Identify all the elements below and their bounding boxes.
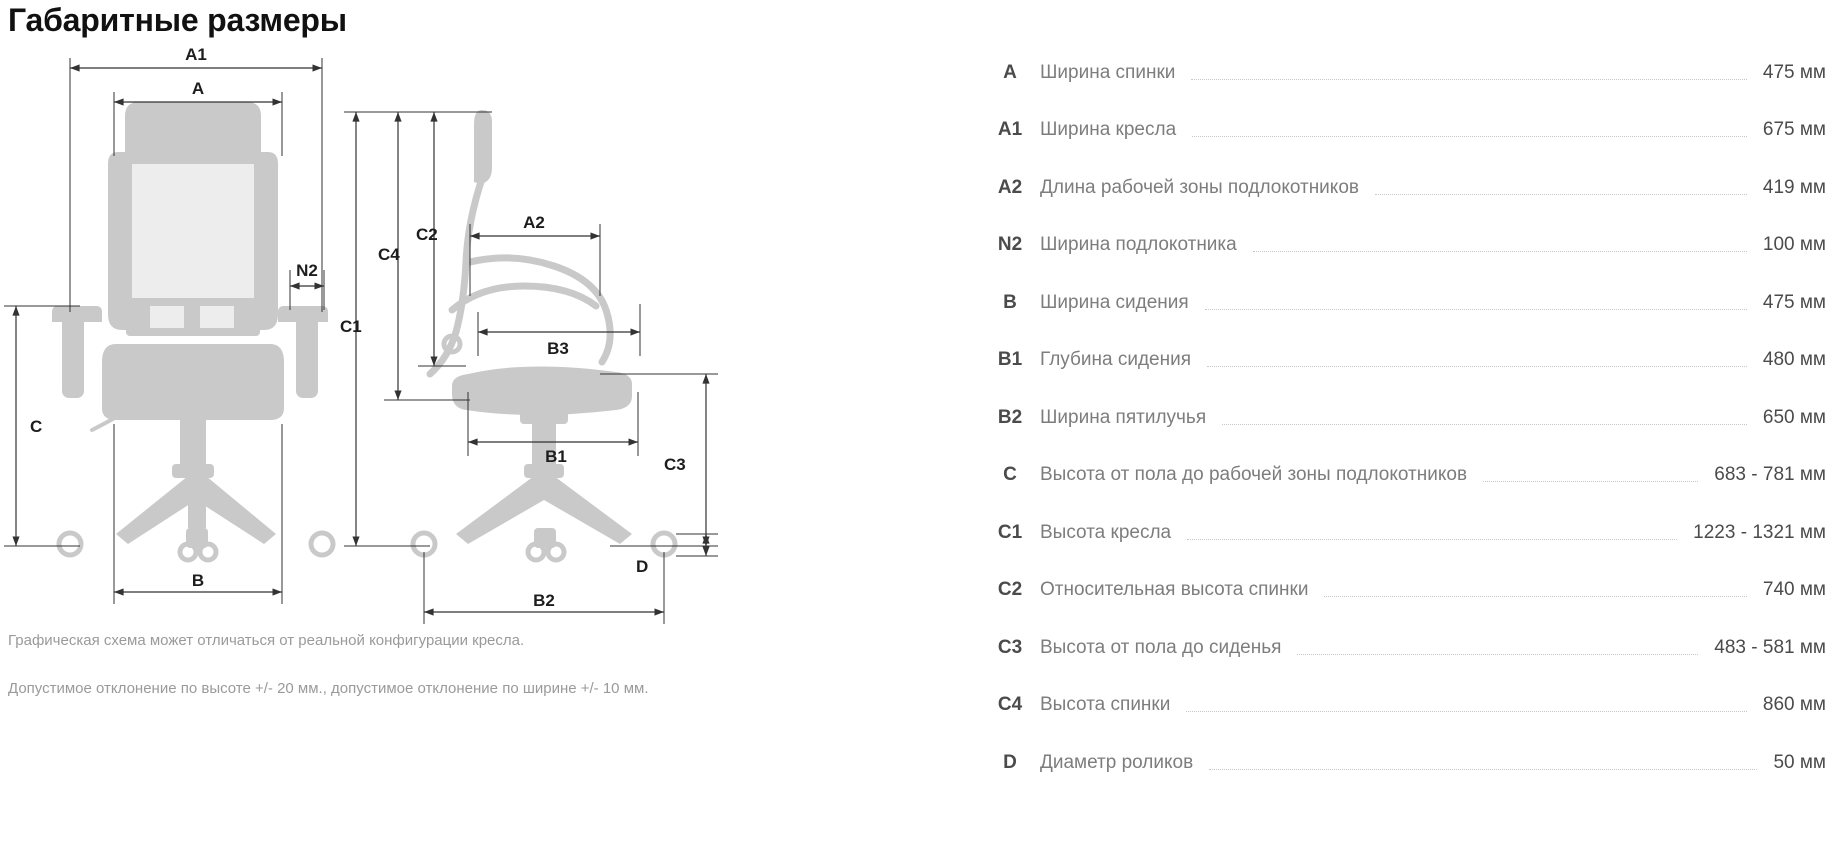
spec-code: C2 — [997, 579, 1023, 601]
spec-code: A1 — [997, 119, 1023, 141]
spec-name: Высота от пола до сиденья — [1040, 636, 1282, 658]
spec-name: Ширина кресла — [1040, 119, 1177, 141]
spec-dots — [1209, 768, 1757, 770]
spec-name: Диаметр роликов — [1040, 751, 1194, 773]
dimension-b3 — [478, 304, 640, 358]
spec-row — [980, 734, 1826, 792]
spec-row — [980, 332, 1826, 390]
spec-row — [980, 619, 1826, 677]
spec-value: 50 мм — [1773, 751, 1826, 773]
spec-code: B — [1003, 291, 1017, 313]
svg-text:D: D — [636, 557, 649, 576]
svg-text:B2: B2 — [533, 591, 555, 610]
spec-dots — [1253, 250, 1747, 252]
spec-code: C3 — [997, 636, 1023, 658]
spec-dots — [1222, 423, 1747, 425]
spec-code: C1 — [997, 521, 1023, 543]
dimension-b2 — [424, 552, 664, 624]
spec-value: 475 мм — [1762, 61, 1826, 83]
spec-name: Ширина спинки — [1040, 61, 1176, 83]
spec-name: Относительная высота спинки — [1040, 579, 1309, 601]
dimension-n2 — [290, 261, 324, 310]
spec-row — [980, 159, 1826, 217]
side-view-chair — [413, 110, 675, 560]
spec-name: Глубина сидения — [1040, 349, 1192, 371]
spec-name: Высота от пола до рабочей зоны подлокотников — [1040, 464, 1468, 486]
spec-row — [980, 447, 1826, 505]
front-view-chair — [52, 102, 333, 560]
svg-text:C1: C1 — [340, 317, 362, 336]
dimension-c1 — [340, 112, 492, 546]
spec-dots — [1187, 538, 1677, 540]
spec-value: 740 мм — [1762, 579, 1826, 601]
spec-name: Ширина сидения — [1040, 291, 1189, 313]
spec-code: A — [1003, 61, 1017, 83]
specifications-list — [980, 44, 1826, 792]
chair-dimensions-diagram — [0, 44, 900, 624]
spec-row — [980, 274, 1826, 332]
spec-code: C4 — [997, 694, 1023, 716]
spec-dots — [1207, 365, 1747, 367]
spec-value: 860 мм — [1762, 694, 1826, 716]
spec-row — [980, 44, 1826, 102]
spec-value: 650 мм — [1762, 406, 1826, 428]
svg-text:A2: A2 — [523, 213, 545, 232]
spec-name: Ширина пятилучья — [1040, 406, 1207, 428]
svg-text:C4: C4 — [378, 245, 400, 264]
svg-text:B1: B1 — [545, 447, 567, 466]
spec-value: 683 - 781 мм — [1714, 464, 1826, 486]
spec-dots — [1205, 308, 1747, 310]
svg-text:N2: N2 — [296, 261, 318, 280]
spec-code: B1 — [997, 349, 1023, 371]
diagram-svg — [0, 44, 900, 624]
spec-name: Длина рабочей зоны подлокотников — [1040, 176, 1359, 198]
diagram-note-2: Допустимое отклонение по высоте +/- 20 мм., допустимое отклонение по ширине +/- 10 мм. — [8, 680, 649, 697]
spec-code: B2 — [997, 406, 1023, 428]
spec-value: 1223 - 1321 мм — [1693, 521, 1826, 543]
page-title: Габаритные размеры — [8, 2, 347, 38]
spec-value: 483 - 581 мм — [1714, 636, 1826, 658]
spec-dots — [1297, 653, 1698, 655]
spec-value: 475 мм — [1762, 291, 1826, 313]
svg-text:A: A — [191, 79, 205, 98]
spec-value: 480 мм — [1762, 349, 1826, 371]
spec-code: D — [1003, 751, 1017, 773]
spec-dots — [1483, 480, 1698, 482]
spec-value: 419 мм — [1762, 176, 1826, 198]
spec-value: 675 мм — [1762, 119, 1826, 141]
spec-value: 100 мм — [1762, 234, 1826, 256]
spec-row — [980, 677, 1826, 735]
spec-code: N2 — [997, 234, 1023, 256]
svg-text:B3: B3 — [547, 339, 569, 358]
spec-name: Высота спинки — [1040, 694, 1171, 716]
svg-text:A1: A1 — [185, 45, 207, 64]
spec-row — [980, 504, 1826, 562]
dimension-d — [636, 534, 718, 576]
spec-dots — [1191, 78, 1747, 80]
spec-row — [980, 562, 1826, 620]
spec-row — [980, 102, 1826, 160]
spec-code: C — [1003, 464, 1017, 486]
spec-name: Ширина подлокотника — [1040, 234, 1237, 256]
spec-dots — [1192, 135, 1747, 137]
svg-text:C3: C3 — [664, 455, 686, 474]
diagram-note-1: Графическая схема может отличаться от реальной конфигурации кресла. — [8, 632, 525, 649]
spec-code: A2 — [997, 176, 1023, 198]
spec-row — [980, 389, 1826, 447]
svg-text:C2: C2 — [416, 225, 438, 244]
spec-row — [980, 217, 1826, 275]
spec-dots — [1186, 710, 1747, 712]
spec-dots — [1324, 595, 1746, 597]
svg-text:C: C — [30, 417, 43, 436]
spec-dots — [1375, 193, 1747, 195]
spec-name: Высота кресла — [1040, 521, 1172, 543]
svg-text:B: B — [191, 571, 205, 590]
